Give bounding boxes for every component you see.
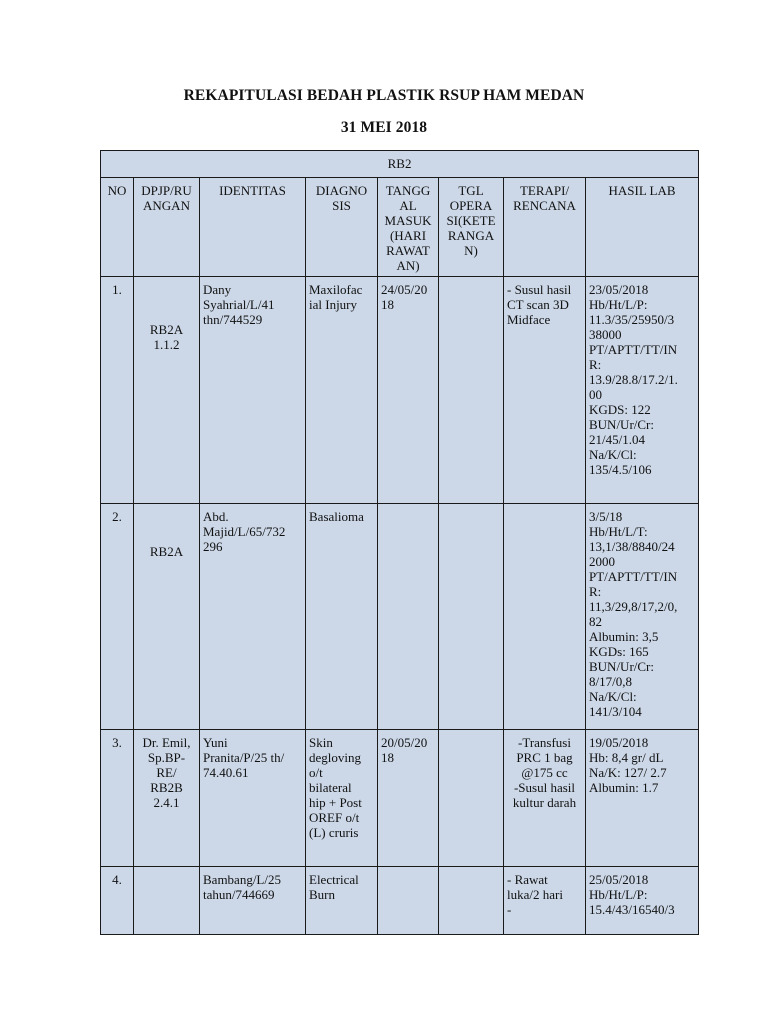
cell-identitas: Dany Syahrial/L/41 thn/744529 <box>200 277 306 504</box>
table-row <box>101 504 699 730</box>
section-label: RB2 <box>101 151 699 178</box>
cell-dpjp: RB2A 1.1.2 <box>134 277 200 504</box>
cell-identitas: Yuni Pranita/P/25 th/ 74.40.61 <box>200 730 306 867</box>
cell-diagnosis: Electrical Burn <box>306 867 378 935</box>
cell-tgl-masuk <box>378 867 439 935</box>
cell-terapi: - Rawat luka/2 hari - <box>504 867 586 935</box>
cell-tgl-masuk: 20/05/20 18 <box>378 730 439 867</box>
cell-tgl-operasi <box>439 277 504 504</box>
cell-identitas: Bambang/L/25 tahun/744669 <box>200 867 306 935</box>
cell-tgl-operasi <box>439 867 504 935</box>
cell-terapi: - Susul hasil CT scan 3D Midface <box>504 277 586 504</box>
header-row <box>101 178 699 277</box>
header-no: NO <box>101 178 134 277</box>
cell-dpjp: Dr. Emil, Sp.BP- RE/ RB2B 2.4.1 <box>134 730 200 867</box>
cell-hasil-lab: 19/05/2018 Hb: 8,4 gr/ dL Na/K: 127/ 2.7 Albumin: 1.7 <box>586 730 699 867</box>
header-tgl-masuk: TANGG AL MASUK (HARI RAWAT AN) <box>378 178 439 277</box>
cell-hasil-lab: 25/05/2018 Hb/Ht/L/P: 15.4/43/16540/3 <box>586 867 699 935</box>
header-hasil-lab: HASIL LAB <box>586 178 699 277</box>
rekap-table <box>100 150 699 935</box>
document-date: 31 MEI 2018 <box>340 119 428 136</box>
cell-tgl-operasi <box>439 504 504 730</box>
cell-no: 1. <box>101 277 134 504</box>
cell-diagnosis: Basalioma <box>306 504 378 730</box>
cell-hasil-lab: 3/5/18 Hb/Ht/L/T: 13,1/38/8840/24 2000 PT/APTT/TT/IN R: 11,3/29,8/17,2/0, 82 Albumin: 3,5 KGDs: 165 BUN/Ur/Cr: 8/17/0,8 Na/K/Cl: 141/3/104 <box>586 504 699 730</box>
cell-no: 3. <box>101 730 134 867</box>
header-terapi: TERAPI/ RENCANA <box>504 178 586 277</box>
cell-identitas: Abd. Majid/L/65/732 296 <box>200 504 306 730</box>
cell-tgl-masuk <box>378 504 439 730</box>
cell-tgl-operasi <box>439 730 504 867</box>
cell-terapi: -Transfusi PRC 1 bag @175 cc -Susul hasil kultur darah <box>504 730 586 867</box>
table-row <box>101 277 699 504</box>
header-dpjp: DPJP/RU ANGAN <box>134 178 200 277</box>
table-row <box>101 867 699 935</box>
section-row <box>101 151 699 178</box>
cell-terapi <box>504 504 586 730</box>
cell-diagnosis: Maxilofac ial Injury <box>306 277 378 504</box>
cell-no: 4. <box>101 867 134 935</box>
cell-dpjp <box>134 867 200 935</box>
cell-diagnosis: Skin degloving o/t bilateral hip + Post OREF o/t (L) cruris <box>306 730 378 867</box>
cell-dpjp: RB2A <box>134 504 200 730</box>
cell-tgl-masuk: 24/05/20 18 <box>378 277 439 504</box>
cell-no: 2. <box>101 504 134 730</box>
header-tgl-operasi: TGL OPERA SI(KETE RANGA N) <box>439 178 504 277</box>
table-row <box>101 730 699 867</box>
header-diagnosis: DIAGNO SIS <box>306 178 378 277</box>
document-title: REKAPITULASI BEDAH PLASTIK RSUP HAM MEDAN <box>183 87 585 104</box>
header-identitas: IDENTITAS <box>200 178 306 277</box>
cell-hasil-lab: 23/05/2018 Hb/Ht/L/P: 11.3/35/25950/3 38000 PT/APTT/TT/IN R: 13.9/28.8/17.2/1. 00 KGDS: 122 BUN/Ur/Cr: 21/45/1.04 Na/K/Cl: 135/4.5/106 <box>586 277 699 504</box>
